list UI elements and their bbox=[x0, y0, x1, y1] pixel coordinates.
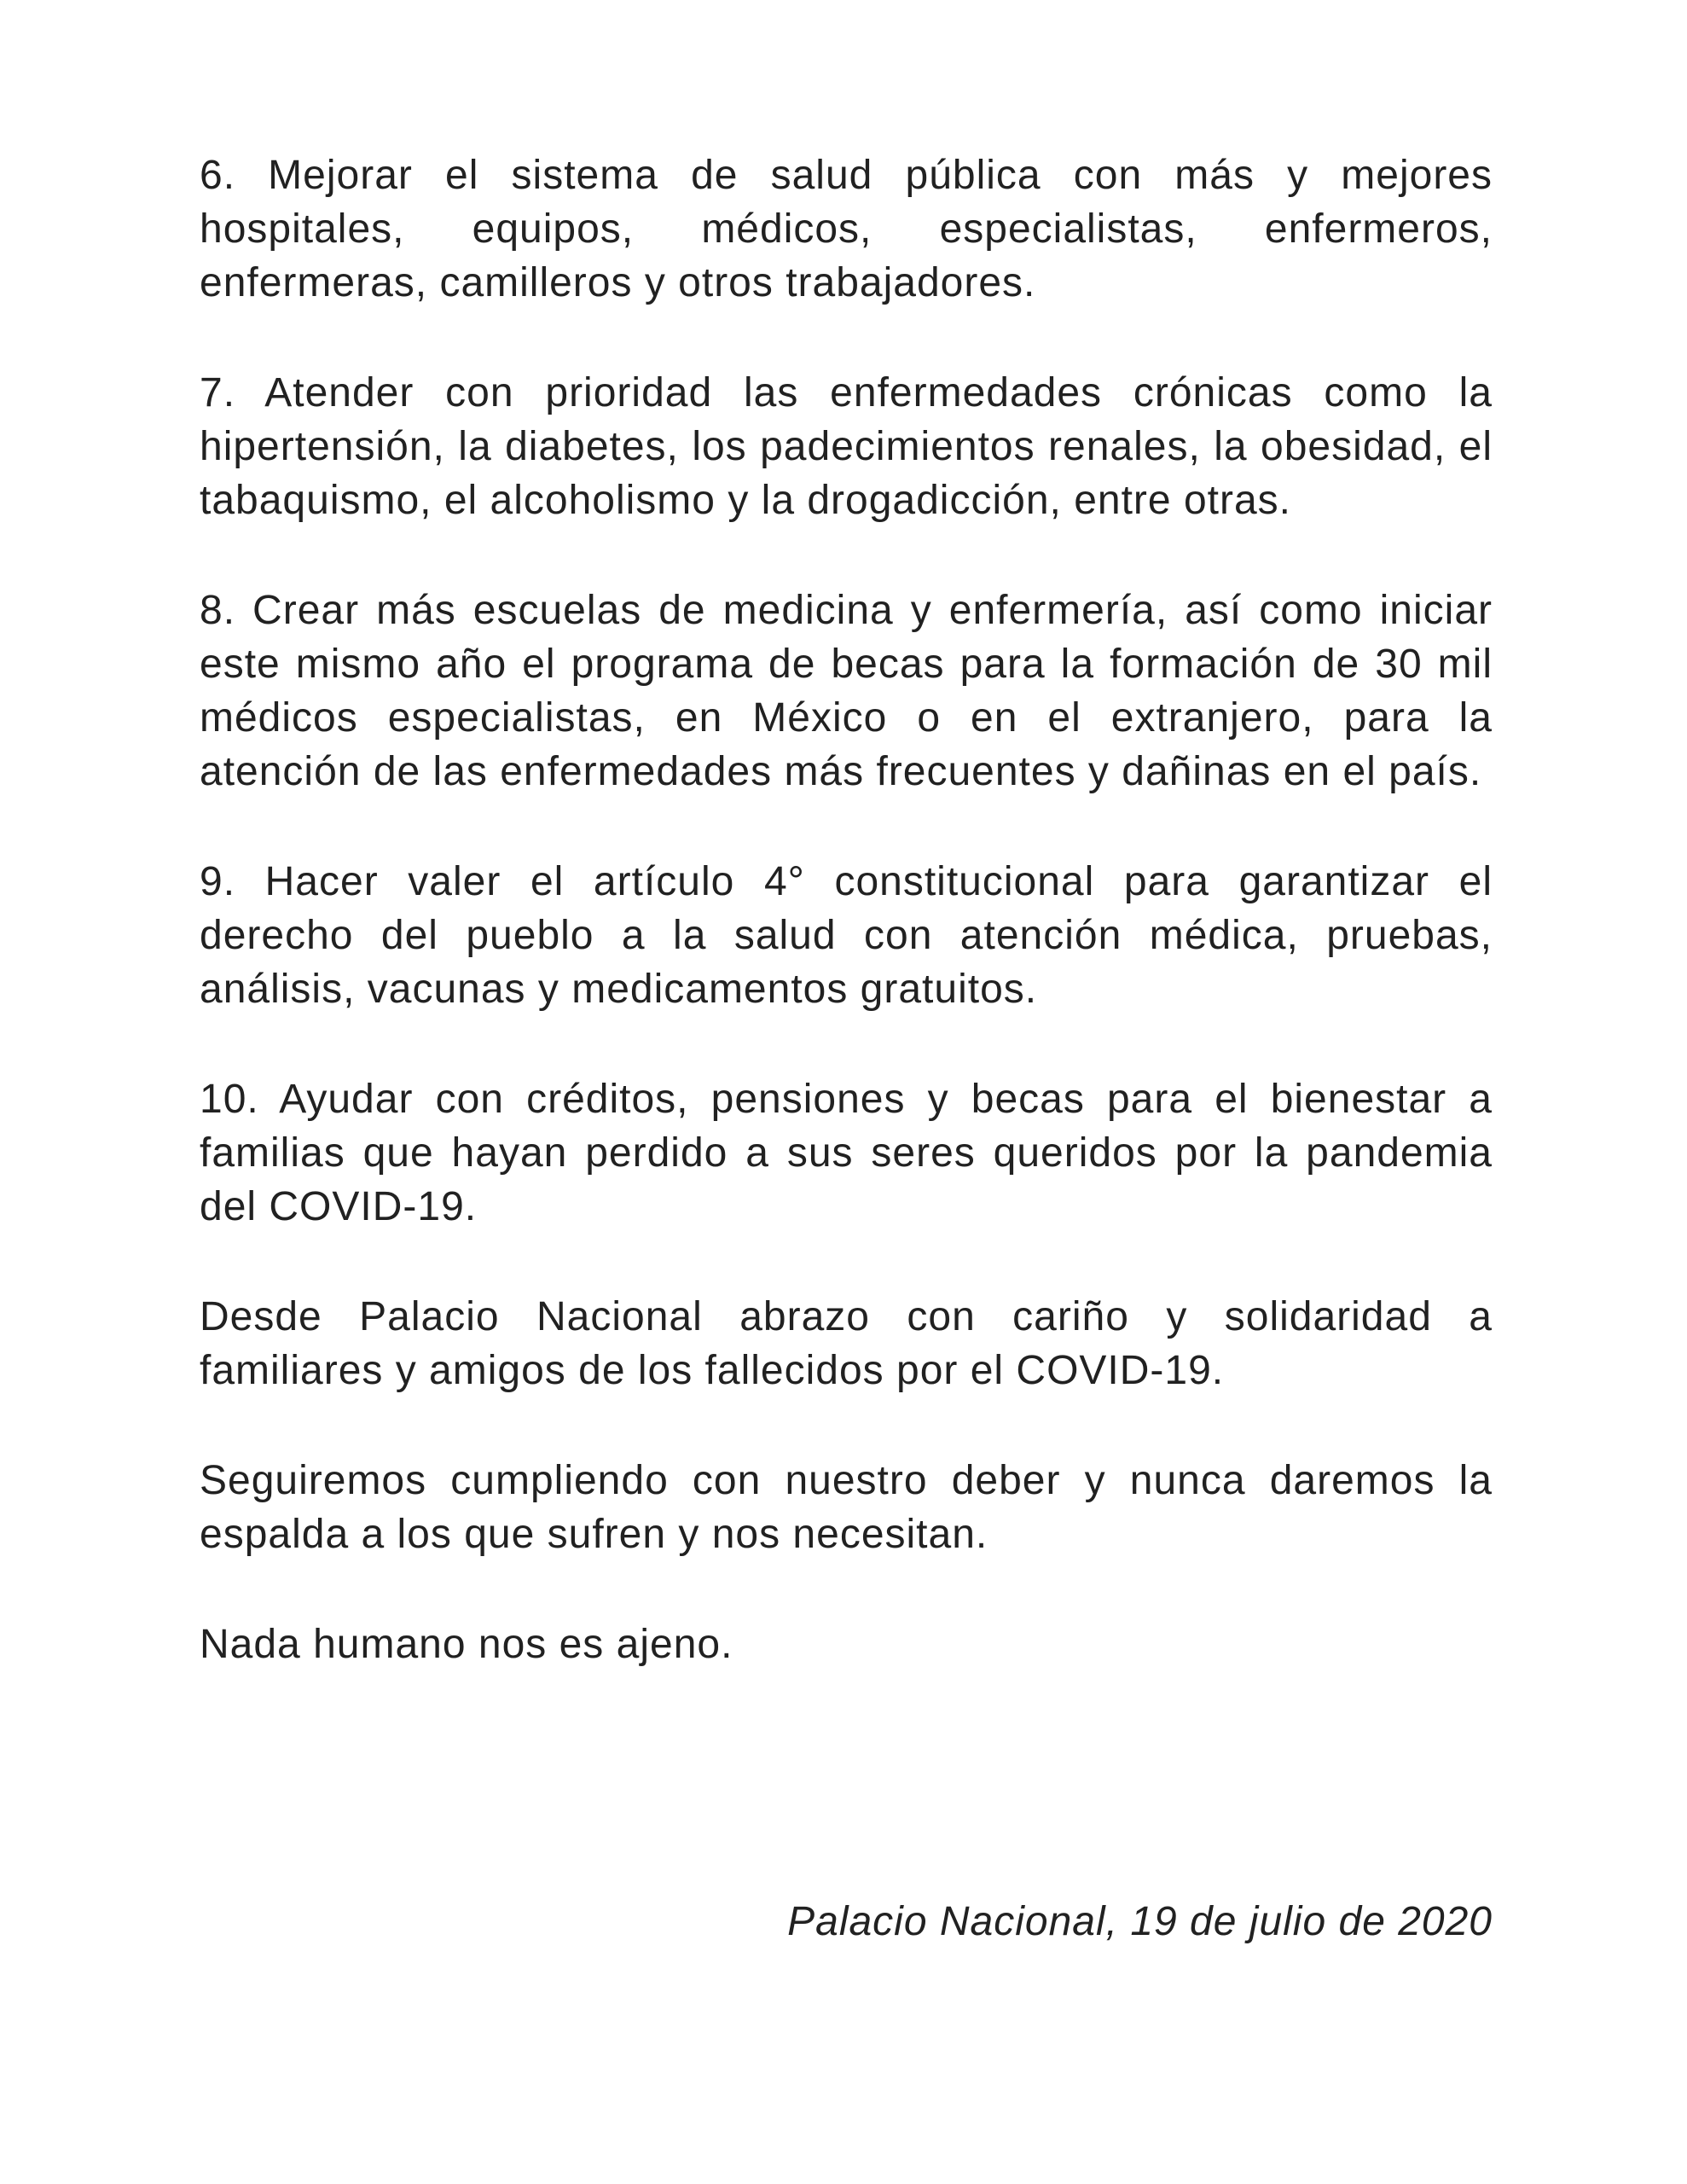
text-line: 7. Atender con prioridad las enfermedades crónicas como la bbox=[200, 370, 1493, 415]
text-line: tabaquismo, el alcoholismo y la drogadicción, entre otras. bbox=[200, 478, 1291, 523]
text-line: análisis, vacunas y medicamentos gratuitos. bbox=[200, 967, 1038, 1012]
text-line: atención de las enfermedades más frecuentes y dañinas en el país. bbox=[200, 749, 1482, 794]
paragraph-closing-motto bbox=[200, 1618, 1493, 1671]
signature-dateline: Palacio Nacional, 19 de julio de 2020 bbox=[787, 1899, 1493, 1944]
text-line: enfermeras, camilleros y otros trabajadores. bbox=[200, 260, 1036, 305]
paragraph-item-9 bbox=[200, 855, 1493, 1016]
text-line: Nada humano nos es ajeno. bbox=[200, 1622, 733, 1667]
text-line: hipertensión, la diabetes, los padecimientos renales, la obesidad, el bbox=[200, 424, 1493, 469]
text-line: derecho del pueblo a la salud con atención médica, pruebas, bbox=[200, 913, 1493, 958]
text-line: médicos especialistas, en México o en el extranjero, para la bbox=[200, 695, 1493, 741]
paragraph-item-7 bbox=[200, 366, 1493, 527]
text-line: 8. Crear más escuelas de medicina y enfermería, así como iniciar bbox=[200, 588, 1493, 633]
paragraph-item-10 bbox=[200, 1072, 1493, 1234]
text-line: del COVID-19. bbox=[200, 1184, 478, 1229]
text-line: espalda a los que sufren y nos necesitan. bbox=[200, 1512, 988, 1557]
text-line: 9. Hacer valer el artículo 4° constitucional para garantizar el bbox=[200, 859, 1493, 904]
text-line: hospitales, equipos, médicos, especialistas, enfermeros, bbox=[200, 206, 1493, 252]
paragraph-item-8 bbox=[200, 584, 1493, 799]
paragraph-item-6 bbox=[200, 148, 1493, 310]
text-line: este mismo año el programa de becas para la formación de 30 mil bbox=[200, 642, 1493, 687]
text-line: 6. Mejorar el sistema de salud pública con más y mejores bbox=[200, 153, 1493, 198]
text-line: Desde Palacio Nacional abrazo con cariño y solidaridad a bbox=[200, 1294, 1493, 1339]
document-body bbox=[200, 148, 1493, 1949]
text-line: familias que hayan perdido a sus seres queridos por la pandemia bbox=[200, 1130, 1493, 1176]
text-line: familiares y amigos de los fallecidos por el COVID-19. bbox=[200, 1348, 1225, 1393]
paragraph-closing-commitment bbox=[200, 1454, 1493, 1561]
text-line: 10. Ayudar con créditos, pensiones y becas para el bienestar a bbox=[200, 1077, 1493, 1122]
paragraph-closing-solidarity bbox=[200, 1290, 1493, 1397]
text-line: Seguiremos cumpliendo con nuestro deber y nunca daremos la bbox=[200, 1458, 1493, 1503]
